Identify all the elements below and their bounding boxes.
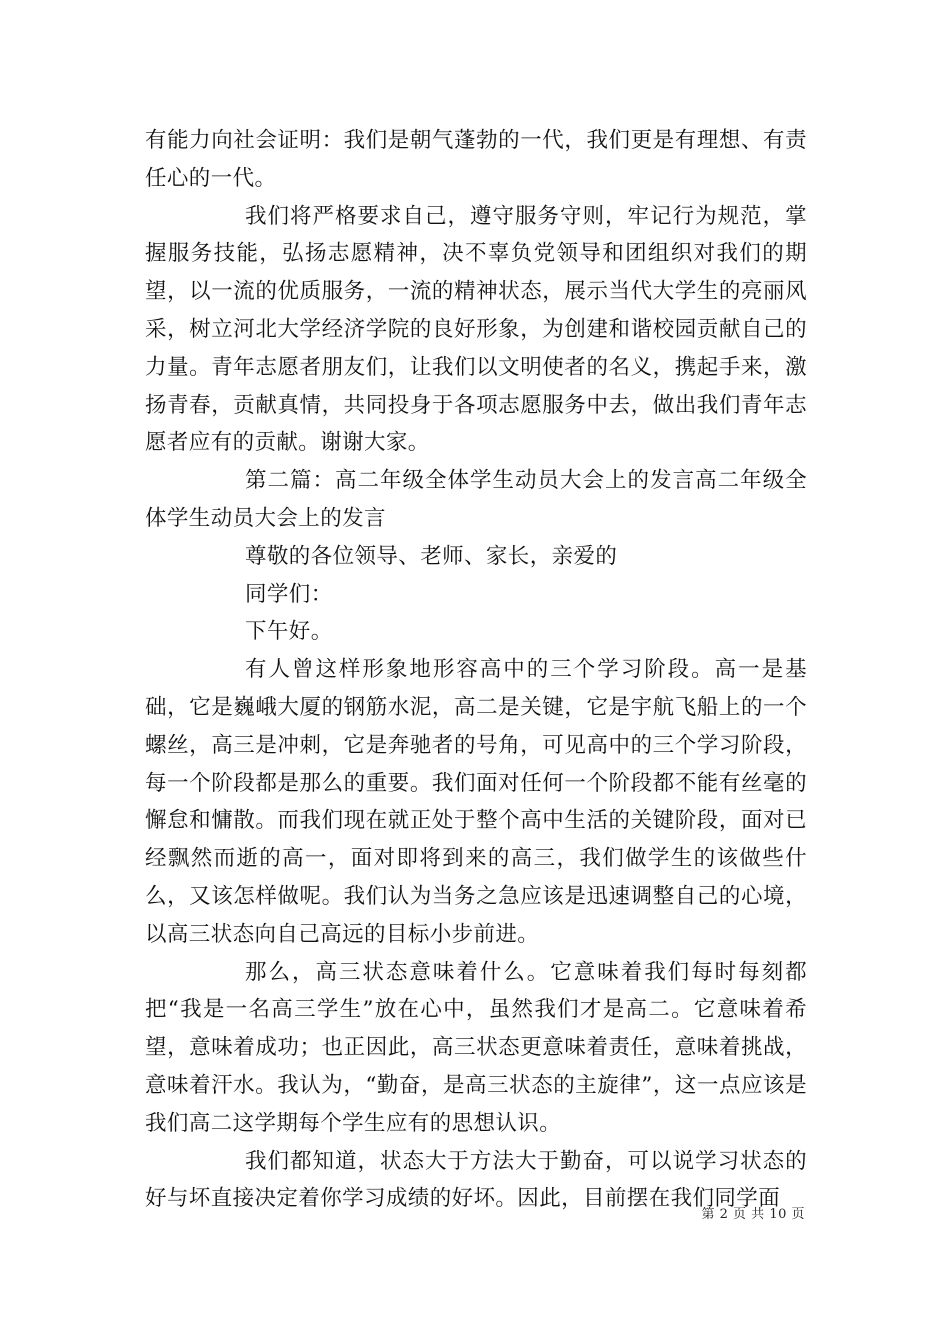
document-body [145,122,807,1218]
salutation-line: 尊敬的各位领导、老师、家长，亲爱的 [245,543,618,569]
paragraph-volunteer-pledge: 我们将严格要求自己，遵守服务守则，牢记行为规范，掌握服务技能，弘扬志愿精神，决不辜负党领导和团组织对我们的期望，以一流的优质服务，一流的精神状态，展示当代大学生的亮丽风采，树立河北大学经济学院的良好形象，为创建和谐校园贡献自己的力量。青年志愿者朋友们，让我们以文明使者的名义，携起手来，激扬青春，贡献真情，共同投身于各项志愿服务中去，做出我们青年志愿者应有的贡献。谢谢大家。 [145,203,807,456]
salutation-students: 同学们： [245,581,333,607]
paragraph-learning-state: 我们都知道，状态大于方法大于勤奋，可以说学习状态的好与坏直接决定着你学习成绩的好坏。因此，目前摆在我们同学面 [145,1148,807,1212]
paragraph-senior-state: 那么，高三状态意味着什么。它意味着我们每时每刻都把“我是一名高三学生”放在心中，虽然我们才是高二。它意味着希望，意味着成功；也正因此，高三状态更意味着责任，意味着挑战，意味着汗水。我认为，“勤奋，是高三状态的主旋律”，这一点应该是我们高二这学期每个学生应有的思想认识。 [145,959,807,1136]
section-heading-second-article: 第二篇：高二年级全体学生动员大会上的发言高二年级全体学生动员大会上的发言 [145,468,807,531]
paragraph-three-stages: 有人曾这样形象地形容高中的三个学习阶段。高一是基础，它是巍峨大厦的钢筋水泥，高二是关键，它是宇航飞船上的一个螺丝，高三是冲刺，它是奔驰者的号角，可见高中的三个学习阶段，每一个阶段都是那么的重要。我们面对任何一个阶段都不能有丝毫的懈怠和慵散。而我们现在就正处于整个高中生活的关键阶段，面对已经飘然而逝的高一，面对即将到来的高三，我们做学生的该做些什么，又该怎样做呢。我们认为当务之急应该是迅速调整自己的心境，以高三状态向自己高远的目标小步前进。 [145,657,807,947]
paragraph-continuation: 有能力向社会证明：我们是朝气蓬勃的一代，我们更是有理想、有责任心的一代。 [145,128,807,191]
page-number-footer: 第 2 页 共 10 页 [701,1207,805,1222]
greeting-line: 下午好。 [245,619,333,645]
